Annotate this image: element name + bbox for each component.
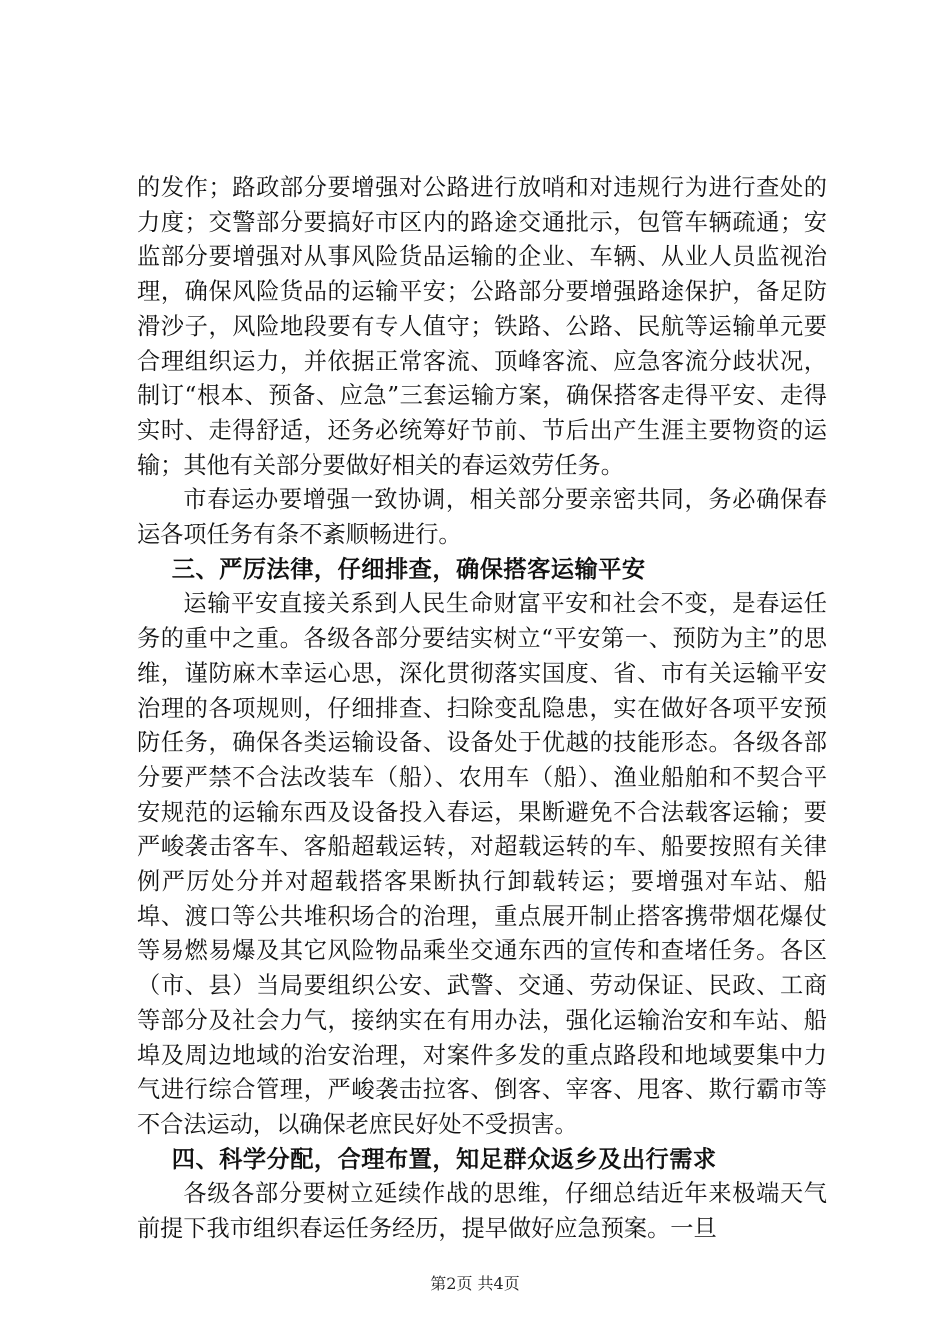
page-footer: 第2页 共4页 [430,1274,520,1293]
paragraph-4: 各级各部分要树立延续作战的思维，仔细总结近年来极端天气前提下我市组织春运任务经历，提早做好应急预案。一旦 [137,1180,827,1243]
section-heading-3: 三、严厉法律，仔细排查，确保搭客运输平安 [171,555,646,583]
document-body [137,171,827,1247]
paragraph-3: 运输平安直接关系到人民生命财富平安和社会不变，是春运任务的重中之重。各级各部分要结实树立“平安第一、预防为主”的思维，谨防麻木幸运心思，深化贯彻落实国度、省、市有关运输平安治理的各项规则，仔细排查、扫除变乱隐患，实在做好各项平安预防任务，确保各类运输设备、设备处于优越的技能形态。各级各部分要严禁不合法改装车（船）、农用车（船）、渔业船舶和不契合平安规范的运输东西及设备投入春运，果断避免不合法载客运输；要严峻袭击客车、客船超载运转，对超载运转的车、船要按照有关律例严厉处分并对超载搭客果断执行卸载转运；要增强对车站、船埠、渡口等公共堆积场合的治理，重点展开制止搭客携带烟花爆仗等易燃易爆及其它风险物品乘坐交通东西的宣传和查堵任务。各区（市、县）当局要组织公安、武警、交通、劳动保证、民政、工商等部分及社会力气，接纳实在有用办法，强化运输治安和车站、船埠及周边地域的治安治理，对案件多发的重点路段和地域要集中力气进行综合管理，严峻袭击拉客、倒客、宰客、甩客、欺行霸市等不合法运动，以确保老庶民好处不受损害。 [137,590,827,1138]
paragraph-1: 的发作；路政部分要增强对公路进行放哨和对违规行为进行查处的力度；交警部分要搞好市区内的路途交通批示，包管车辆疏通；安监部分要增强对从事风险货品运输的企业、车辆、从业人员监视治理，确保风险货品的运输平安；公路部分要增强路途保护，备足防滑沙子，风险地段要有专人值守；铁路、公路、民航等运输单元要合理组织运力，并依据正常客流、顶峰客流、应急客流分歧状况，制订“根本、预备、应急”三套运输方案，确保搭客走得平安、走得实时、走得舒适，还务必统筹好节前、节后出产生涯主要物资的运输；其他有关部分要做好相关的春运效劳任务。 [137,174,827,479]
section-heading-4: 四、科学分配，合理布置，知足群众返乡及出行需求 [171,1145,717,1173]
paragraph-2: 市春运办要增强一致协调，相关部分要亲密共同，务必确保春运各项任务有条不紊顺畅进行。 [137,486,827,549]
